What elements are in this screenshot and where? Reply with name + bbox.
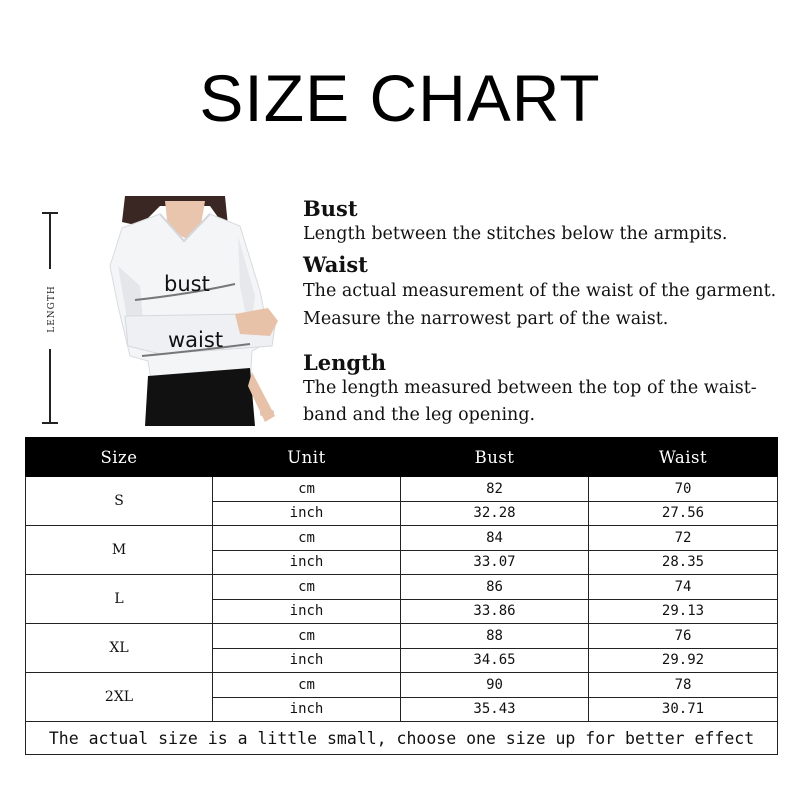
waist-cell: 74 (589, 575, 778, 600)
page-title: SIZE CHART (199, 61, 601, 135)
waist-description-line-1: The actual measurement of the waist of the garment. (303, 281, 777, 301)
size-cell: L (26, 575, 213, 624)
header-size: Size (26, 438, 213, 477)
unit-cell: cm (213, 477, 401, 502)
unit-cell: inch (213, 550, 401, 575)
waist-cell: 29.92 (589, 648, 778, 673)
table-row (26, 673, 778, 698)
waist-description-line-2: Measure the narrowest part of the waist. (303, 309, 669, 329)
bust-description: Length between the stitches below the armpits. (303, 224, 728, 244)
length-description-line-1: The length measured between the top of the waist- (303, 378, 757, 398)
waist-cell: 72 (589, 526, 778, 551)
size-advice-note: The actual size is a little small, choose one size up for better effect (26, 722, 778, 755)
size-table-container (25, 437, 777, 755)
size-cell: M (26, 526, 213, 575)
table-header-row (26, 438, 778, 477)
bust-label: bust (164, 272, 210, 296)
header-unit: Unit (213, 438, 401, 477)
bust-cell: 90 (401, 673, 589, 698)
length-ruler (40, 212, 60, 424)
waist-cell: 29.13 (589, 599, 778, 624)
unit-cell: inch (213, 501, 401, 526)
header-waist: Waist (589, 438, 778, 477)
waist-heading: Waist (303, 252, 368, 277)
unit-cell: inch (213, 648, 401, 673)
waist-cell: 30.71 (589, 697, 778, 722)
unit-cell: cm (213, 624, 401, 649)
bust-cell: 84 (401, 526, 589, 551)
unit-cell: inch (213, 599, 401, 624)
bust-cell: 32.28 (401, 501, 589, 526)
bust-cell: 88 (401, 624, 589, 649)
ruler-bottom-cap (42, 422, 58, 424)
ruler-label: LENGTH (47, 269, 57, 349)
bust-cell: 35.43 (401, 697, 589, 722)
bust-cell: 82 (401, 477, 589, 502)
header-bust: Bust (401, 438, 589, 477)
bust-cell: 34.65 (401, 648, 589, 673)
waist-cell: 76 (589, 624, 778, 649)
unit-cell: cm (213, 575, 401, 600)
bust-heading: Bust (303, 196, 358, 221)
bust-cell: 86 (401, 575, 589, 600)
size-cell: 2XL (26, 673, 213, 722)
length-description-line-2: band and the leg opening. (303, 405, 536, 425)
size-cell: XL (26, 624, 213, 673)
waist-cell: 28.35 (589, 550, 778, 575)
unit-cell: inch (213, 697, 401, 722)
length-heading: Length (303, 350, 387, 375)
bust-cell: 33.86 (401, 599, 589, 624)
bust-cell: 33.07 (401, 550, 589, 575)
size-table (25, 437, 778, 755)
waist-cell: 70 (589, 477, 778, 502)
unit-cell: cm (213, 673, 401, 698)
table-row (26, 526, 778, 551)
table-footer-row (26, 722, 778, 755)
size-cell: S (26, 477, 213, 526)
table-row (26, 575, 778, 600)
waist-label: waist (168, 328, 224, 352)
table-row (26, 624, 778, 649)
waist-cell: 78 (589, 673, 778, 698)
unit-cell: cm (213, 526, 401, 551)
model-photo (100, 196, 290, 426)
model-illustration (100, 196, 290, 426)
waist-cell: 27.56 (589, 501, 778, 526)
table-row (26, 477, 778, 502)
